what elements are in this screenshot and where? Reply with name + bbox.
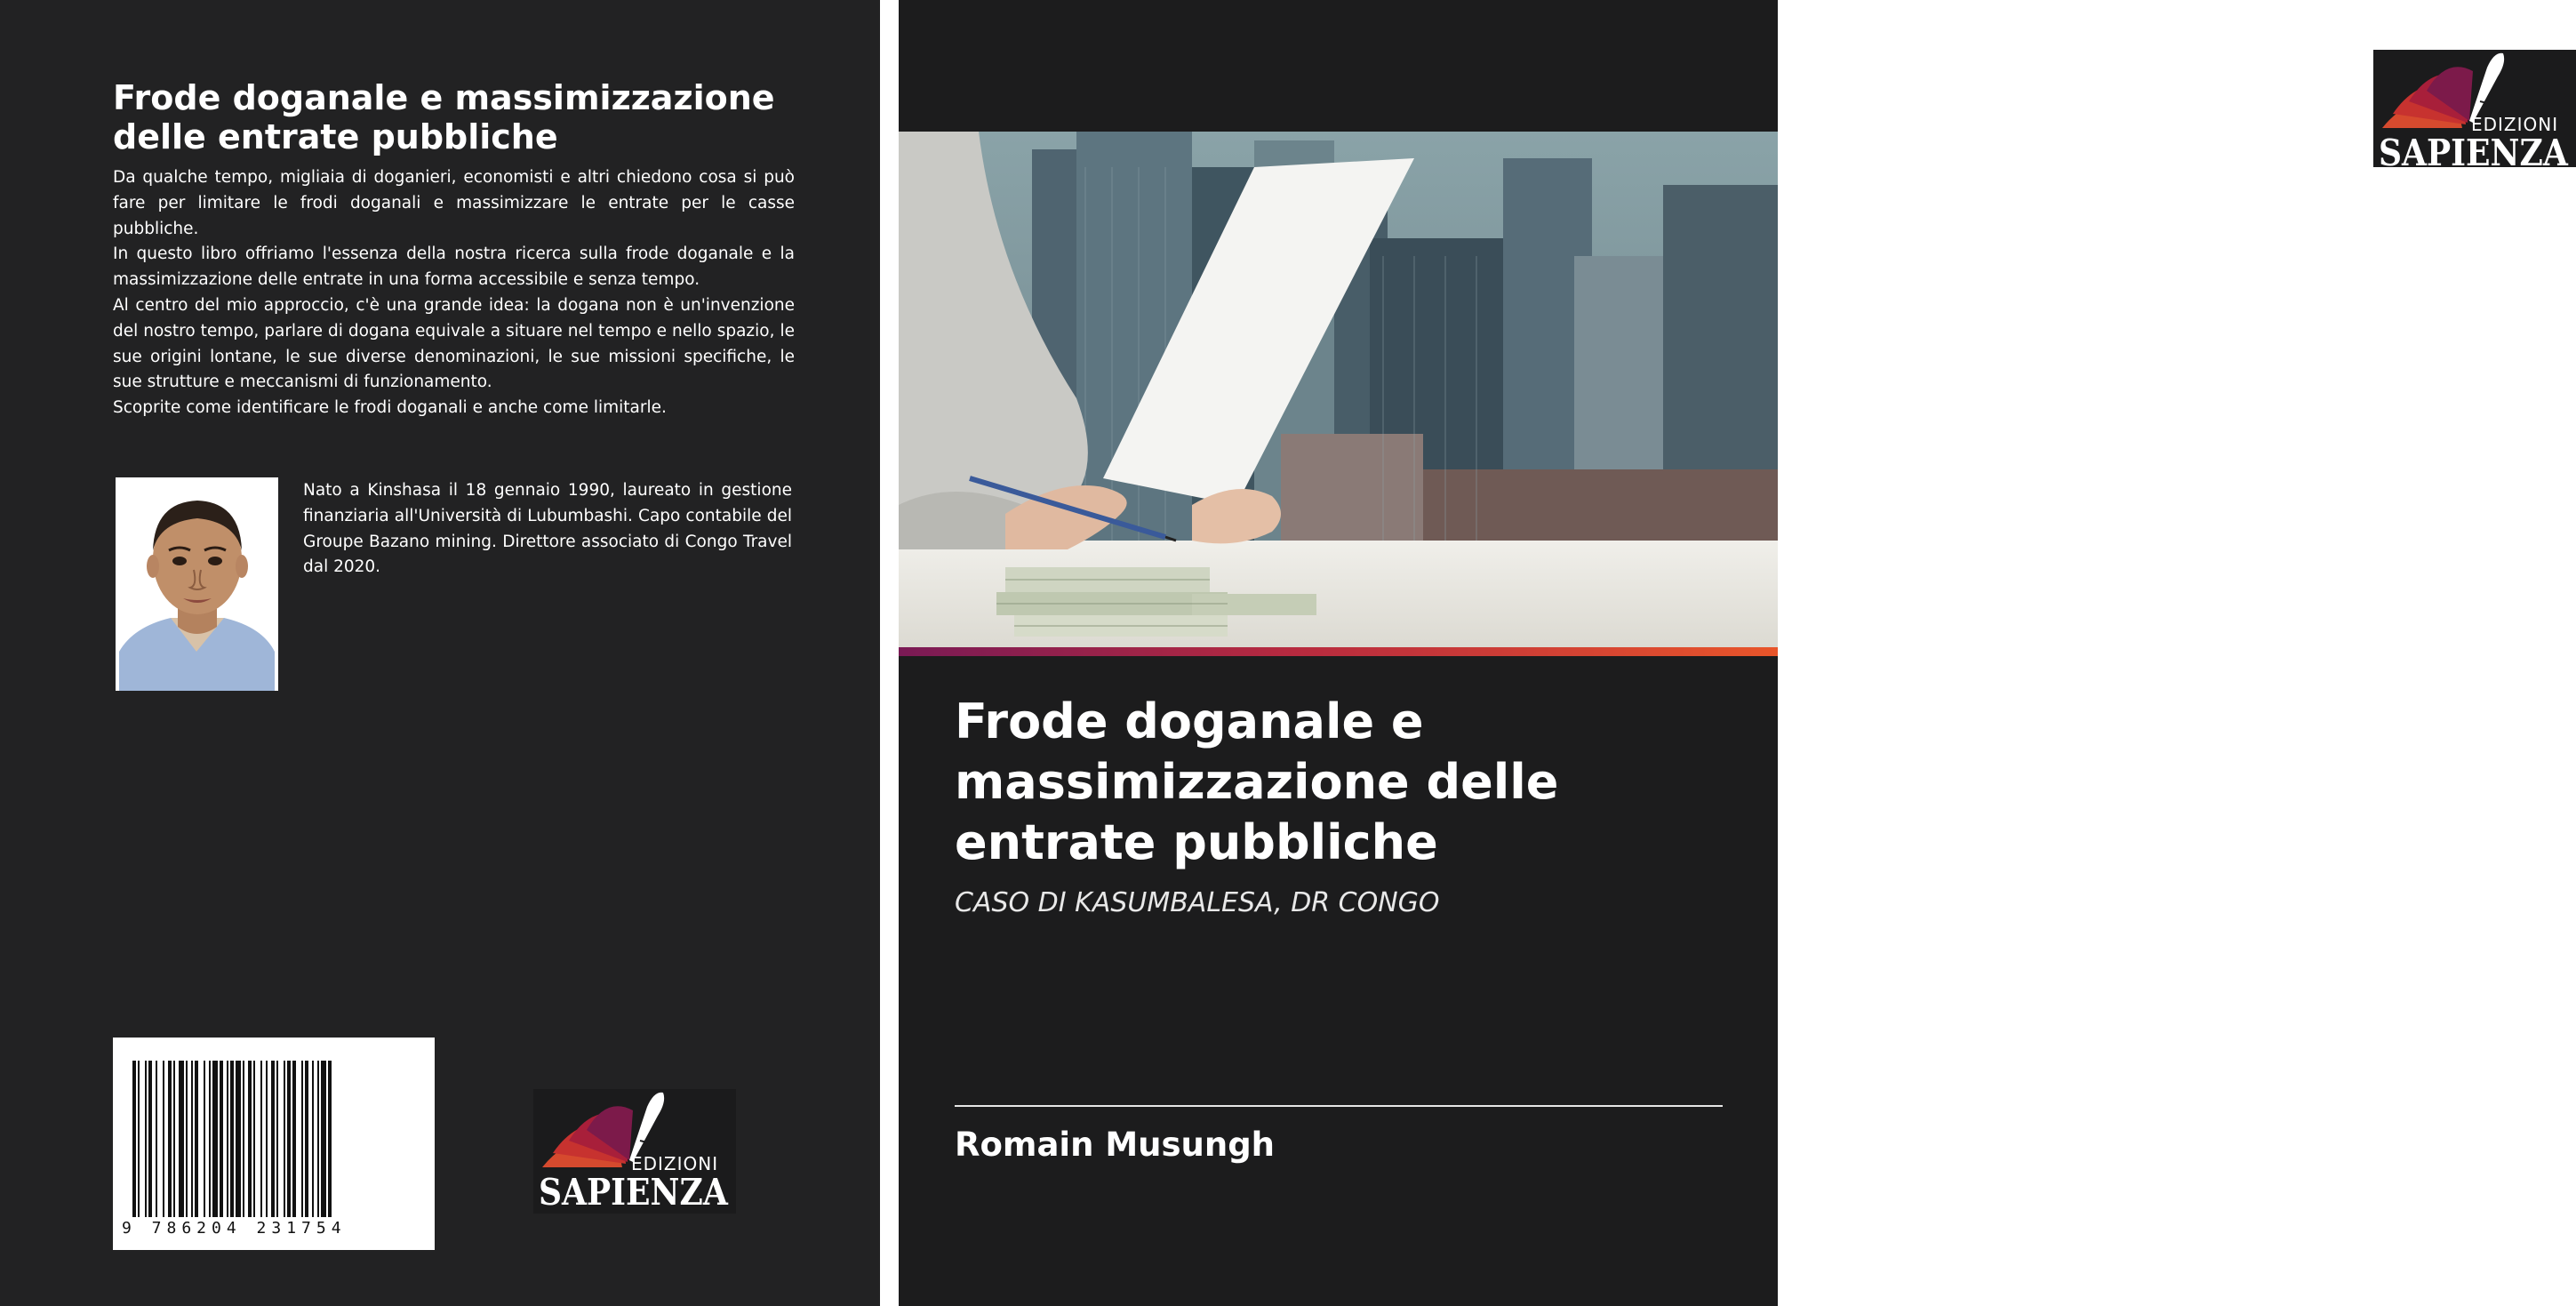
barcode-bar <box>168 1061 172 1217</box>
back-cover-title: Frode doganale e massimizzazione delle entrate pubbliche <box>113 78 775 156</box>
barcode-bar <box>243 1061 244 1217</box>
blurb-paragraph: In questo libro offriamo l'essenza della nostra ricerca sulla frode doganale e la massimizzazione delle entrate in una forma accessibile e senza tempo. <box>113 244 795 290</box>
barcode-bar <box>236 1061 241 1217</box>
barcode-bar <box>186 1061 188 1217</box>
barcode-bar <box>317 1061 319 1217</box>
barcode-bar <box>163 1061 164 1217</box>
barcode-bar <box>209 1061 211 1217</box>
barcode-bar <box>204 1061 205 1217</box>
accent-bar <box>899 647 1778 656</box>
barcode-bar <box>305 1061 308 1217</box>
publisher-line2: SAPIENZA <box>2379 132 2568 174</box>
front-cover-title: Frode doganale e massimizzazione delle entrate pubbliche <box>955 693 1559 870</box>
barcode-bar <box>227 1061 228 1217</box>
spine-gap <box>880 0 899 1306</box>
publisher-line1: EDIZIONI <box>631 1153 719 1174</box>
blurb-paragraph: Al centro del mio approccio, c'è una grande idea: la dogana non è un'invenzione del nostro tempo, parlare di dogana equivale a situare nel tempo e nello spazio, le sue origini lontane, le sue diverse denominazioni, le sue missioni specifiche, le sue strutture e meccanismi di funzionamento. <box>113 295 795 392</box>
barcode-bar <box>132 1061 136 1217</box>
barcode-bar <box>284 1061 285 1217</box>
publisher-line1: EDIZIONI <box>2471 114 2559 135</box>
barcode-bar <box>156 1061 157 1217</box>
back-cover <box>0 0 880 1306</box>
barcode-bar <box>148 1061 152 1217</box>
barcode-bar <box>138 1061 140 1217</box>
barcode-bar <box>301 1061 303 1217</box>
barcode-bar <box>220 1061 223 1217</box>
author-photo <box>116 477 278 691</box>
author-divider <box>955 1105 1723 1107</box>
front-cover <box>899 0 2568 1306</box>
barcode-bar <box>312 1061 314 1217</box>
barcode-bar <box>145 1061 147 1217</box>
barcode-bar <box>271 1061 275 1217</box>
barcode-bar <box>287 1061 291 1217</box>
barcode-bar <box>292 1061 296 1217</box>
barcode-bar <box>248 1061 252 1217</box>
barcode-bar <box>212 1061 218 1217</box>
barcode-number: 9 786204 231754 <box>122 1219 347 1238</box>
barcode-bar <box>191 1061 193 1217</box>
barcode-bar <box>179 1061 184 1217</box>
front-cover-author: Romain Musungh <box>955 1126 1276 1164</box>
front-cover-subtitle: CASO DI KASUMBALESA, DR CONGO <box>955 887 1440 918</box>
isbn-barcode <box>113 1038 435 1250</box>
blurb-paragraph: Scoprite come identificare le frodi doganali e anche come limitarle. <box>113 398 667 418</box>
barcode-bar <box>328 1061 332 1217</box>
barcode-bar <box>230 1061 234 1217</box>
back-cover-blurb <box>113 165 795 421</box>
barcode-bar <box>321 1061 326 1217</box>
publisher-line2: SAPIENZA <box>539 1171 728 1214</box>
cover-photo <box>899 132 1778 647</box>
publisher-logo <box>2373 50 2576 174</box>
barcode-bar <box>266 1061 268 1217</box>
author-bio: Nato a Kinshasa il 18 gennaio 1990, laureato in gestione finanziaria all'Università di Lubumbashi. Capo contabile del Groupe Bazano mining. Direttore associato di Congo Travel dal 2020. <box>303 481 792 577</box>
publisher-logo <box>533 1089 736 1214</box>
barcode-bar <box>276 1061 278 1217</box>
barcode-bar <box>253 1061 255 1217</box>
blurb-paragraph: Da qualche tempo, migliaia di doganieri, economisti e altri chiedono cosa si può fare per limitare le frodi doganali e massimizzare le entrate per le casse pubbliche. <box>113 168 795 238</box>
barcode-bar <box>260 1061 262 1217</box>
barcode-bar <box>173 1061 175 1217</box>
barcode-bar <box>195 1061 198 1217</box>
